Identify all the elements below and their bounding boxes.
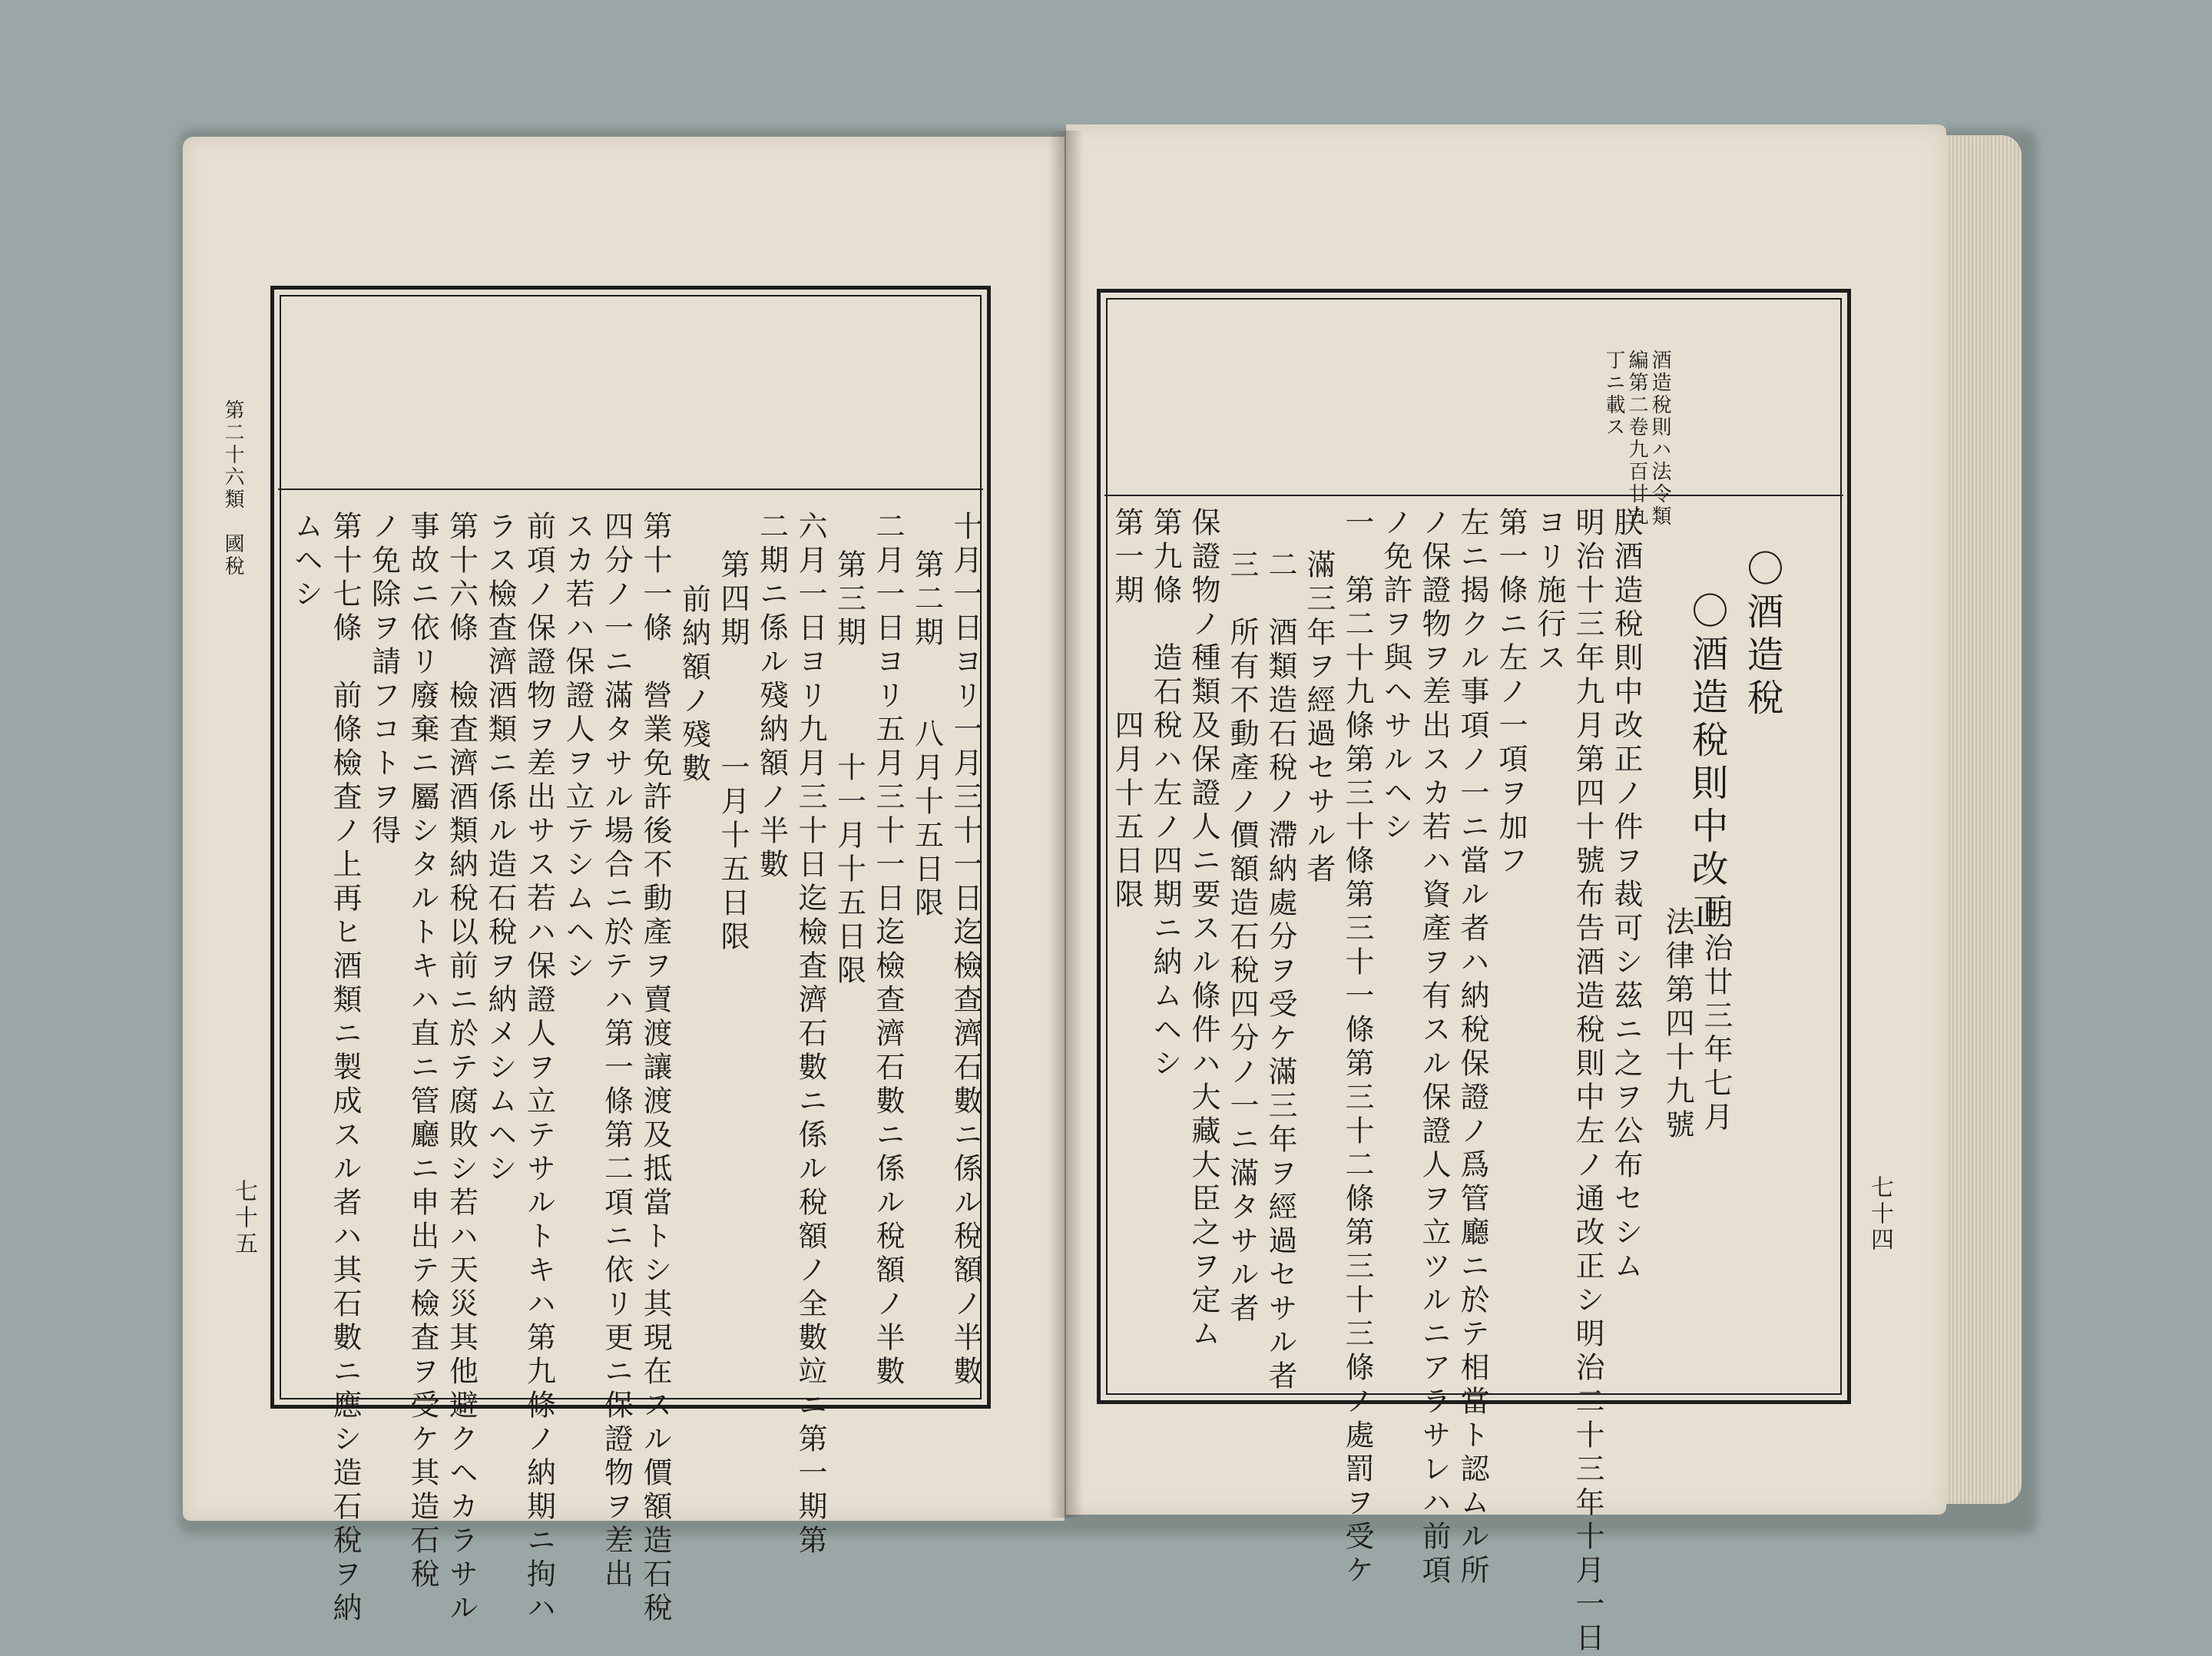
right-header-rule bbox=[1104, 495, 1843, 496]
left-text-column: 二月一日ヨリ五月三十一日迄檢查濟石數ニ係ル稅額ノ半數 bbox=[871, 511, 905, 1389]
left-text-column: 六月一日ヨリ九月三十日迄檢査濟石數ニ係ル稅額ノ全數竝ニ第一期第 bbox=[793, 511, 827, 1558]
right-text-column: ヨリ施行ス bbox=[1532, 507, 1566, 676]
left-text-column: 第三期 十一月十五日限 bbox=[832, 549, 866, 989]
right-text-column: 三 所有不動產ノ價額造石稅四分ノ一ニ滿タサル者 bbox=[1225, 549, 1259, 1326]
left-text-column: 第二期 八月十五日限 bbox=[909, 549, 944, 921]
right-text-column: 二 酒類造石稅ノ滯納處分ヲ受ケ滿三年ヲ經過セサル者 bbox=[1263, 549, 1297, 1394]
left-text-column: 十月一日ヨリ一月三十一日迄檢查濟石數ニ係ル稅額ノ半數 bbox=[949, 511, 982, 1389]
left-text-column: 第四期 一月十五日限 bbox=[716, 549, 750, 955]
right-text-column: 第九條 造石稅ハ左ノ四期ニ納ムヘシ bbox=[1148, 507, 1182, 1081]
right-text-column: 第一期 四月十五日限 bbox=[1110, 507, 1144, 912]
page-edges bbox=[1946, 135, 2022, 1504]
headnote-line: 丁ニ載ス bbox=[1602, 349, 1625, 439]
law-date: 明治廿三年七月 bbox=[1699, 899, 1733, 1135]
headnote-line: 酒造稅則ハ法令類 bbox=[1648, 349, 1671, 528]
left-text-column: 前項ノ保證物ヲ差出サス若ハ保證人ヲ立テサルトキハ第九條ノ納期ニ拘ハ bbox=[522, 511, 556, 1626]
book-gutter bbox=[1049, 131, 1083, 1518]
left-text-column: 前納額ノ殘數 bbox=[677, 584, 711, 787]
right-text-column: 明治十三年九月第四十號布告酒造稅則中左ノ通改正シ明治二十三年十月一日 bbox=[1571, 507, 1604, 1656]
left-text-column: 第十一條 營業免許後不動產ヲ賣渡讓渡及抵當トシ其現在スル價額造石稅 bbox=[638, 511, 672, 1626]
right-text-column: 朕酒造稅則中改正ノ件ヲ裁可シ茲ニ之ヲ公布セシム bbox=[1609, 507, 1643, 1284]
left-text-column: 第十七條 前條檢査ノ上再ヒ酒類ニ製成スル者ハ其石數ニ應シ造石稅ヲ納 bbox=[328, 511, 362, 1626]
right-text-column: 保證物ノ種類及保證人ニ要スル條件ハ大藏大臣之ヲ定ム bbox=[1187, 507, 1220, 1352]
left-page-number: 七十五 bbox=[230, 1179, 257, 1257]
left-text-column: 四分ノ一ニ滿タサル場合ニ於テハ第一條第二項ニ依リ更ニ保證物ヲ差出 bbox=[599, 511, 634, 1592]
left-text-column: スカ若ハ保證人ヲ立テシムヘシ bbox=[561, 511, 594, 984]
right-text-column: 滿三年ヲ經過セサル者 bbox=[1302, 549, 1336, 887]
right-page-number: 七十四 bbox=[1866, 1175, 1893, 1254]
law-number: 法律第四十九號 bbox=[1661, 906, 1694, 1143]
headnote-line: 編第二卷九百廿九 bbox=[1625, 349, 1648, 528]
left-text-column: 事故ニ依リ廢棄ニ屬シタルトキハ直ニ管廳ニ申出テ檢査ヲ受ケ其造石稅 bbox=[406, 511, 439, 1592]
right-text-column: 左ニ揭クル事項ノ一ニ當ル者ハ納稅保證ノ爲管廳ニ於テ相當ト認ムル所 bbox=[1455, 507, 1489, 1588]
right-text-column: ノ保證物ヲ差出スカ若ハ資產ヲ有スル保證人ヲ立ツルニアラサレハ前項 bbox=[1417, 507, 1451, 1588]
right-text-column: 一 第二十九條第三十條第三十一條第三十二條第三十三條ノ處罰ヲ受ケ bbox=[1340, 507, 1374, 1588]
section-title: 〇酒造稅 bbox=[1740, 549, 1783, 721]
left-text-column: 第十六條 檢査濟酒類納稅以前ニ於テ腐敗シ若ハ天災其他避クヘカラサル bbox=[444, 511, 478, 1626]
left-text-column: 二期ニ係ル殘納額ノ半數 bbox=[754, 511, 789, 883]
law-title: 〇酒造稅則中改正 bbox=[1685, 591, 1728, 936]
left-page-header: 第二十六類 國稅 bbox=[221, 399, 244, 578]
left-text-column: ラス檢査濟酒類ニ係ル造石稅ヲ納メシムヘシ bbox=[483, 511, 517, 1187]
left-header-rule bbox=[278, 489, 983, 490]
right-text-column: ノ免許ヲ與ヘサルヘシ bbox=[1379, 507, 1412, 845]
right-text-column: 第一條ニ左ノ一項ヲ加フ bbox=[1494, 507, 1528, 879]
left-text-column: ムヘシ bbox=[289, 511, 323, 612]
left-text-column: ノ免除ヲ請フコトヲ得 bbox=[366, 511, 401, 849]
